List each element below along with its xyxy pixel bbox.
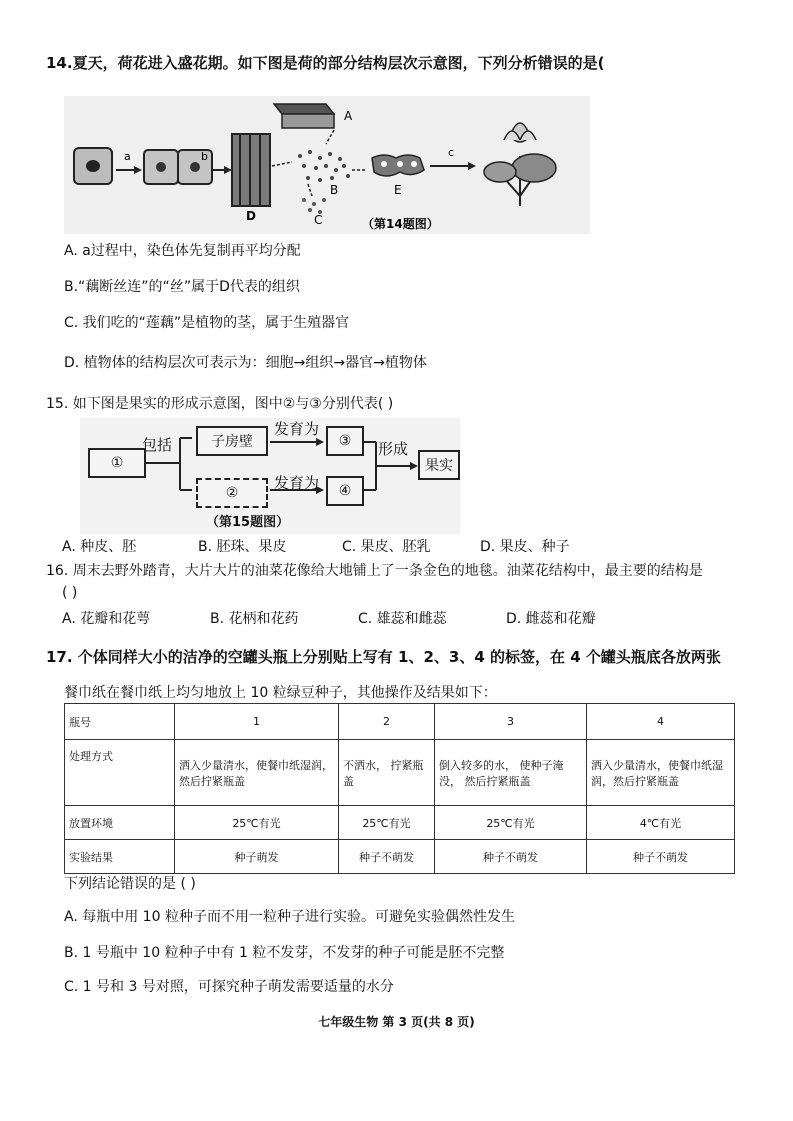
q16-paren: ( ) (62, 585, 78, 601)
fig15-box-2: ② (196, 478, 268, 508)
fig14-label-C: C (314, 213, 323, 227)
q16-option-d: D. 雌蕊和花瓣 (506, 611, 596, 627)
fig15-caption: （第15题图） (206, 515, 290, 530)
table-header-cell: 瓶号 (65, 704, 175, 740)
table-cell: 实验结果 (65, 840, 175, 874)
table-header-cell: 4 (587, 704, 735, 740)
table-row (65, 740, 735, 806)
tissue-a-icon (274, 104, 334, 128)
q17-stem-2: 餐巾纸在餐巾纸上均匀地放上 10 粒绿豆种子，其他操作及结果如下： (64, 685, 497, 701)
q16-option-c: C. 雄蕊和雌蕊 (358, 611, 447, 627)
table-cell: 处理方式 (65, 740, 175, 806)
fig15-label-xingcheng: 形成 (378, 440, 409, 458)
table-cell: 种子萌发 (175, 840, 339, 874)
fig14-caption: （第14题图） (362, 217, 439, 231)
q14-option-a: A. a过程中，染色体先复制再平均分配 (64, 243, 301, 259)
table-header-cell: 3 (435, 704, 587, 740)
q17-option-b: B. 1 号瓶中 10 粒种子中有 1 粒不发芽，不发芽的种子可能是胚不完整 (64, 945, 505, 961)
q16-stem: 16. 周末去野外踏青，大片大片的油菜花像给大地铺上了一条金色的地毯。油菜花结构中，最主要的结构是 (46, 563, 703, 579)
q17-option-c: C. 1 号和 3 号对照，可探究种子萌发需要适量的水分 (64, 979, 394, 995)
q15-figure (80, 418, 460, 534)
q15-option-d: D. 果皮、种子 (480, 539, 570, 555)
fig15-box-3: ③ (326, 426, 364, 456)
table-cell: 放置环境 (65, 806, 175, 840)
q15-stem: 15. 如下图是果实的形成示意图，图中②与③分别代表( ) (46, 396, 394, 412)
fig14-label-c: c (448, 146, 455, 159)
fig14-label-B: B (330, 183, 339, 197)
table-cell: 倒入较多的水， 使种子淹没， 然后拧紧瓶盖 (435, 740, 587, 806)
table-cell: 25℃有光 (175, 806, 339, 840)
fig15-label-fayuwei-1: 发育为 (274, 420, 320, 438)
q14-option-d: D. 植物体的结构层次可表示为：细胞→组织→器官→植物体 (64, 355, 427, 371)
fig15-box-guoshi: 果实 (418, 450, 460, 480)
table-row (65, 840, 735, 874)
q14-option-b: B.“藕断丝连”的“丝”属于D代表的组织 (64, 279, 300, 295)
fig15-box-4: ④ (326, 476, 364, 506)
table-cell: 4℃有光 (587, 806, 735, 840)
fig15-label-fayuwei-2: 发育为 (274, 474, 320, 492)
table-cell: 25℃有光 (339, 806, 435, 840)
table-cell: 种子不萌发 (339, 840, 435, 874)
fig14-label-A: A (344, 109, 353, 123)
page-footer: 七年级生物 第 3 页(共 8 页) (318, 1015, 475, 1029)
table-header-row (65, 704, 735, 740)
table-row (65, 806, 735, 840)
table-cell: 种子不萌发 (587, 840, 735, 874)
q17-stem-1: 17. 个体同样大小的洁净的空罐头瓶上分别贴上写有 1、2、3、4 的标签，在 4 个罐头瓶底各放两张 (46, 648, 721, 666)
q15-option-b: B. 胚珠、果皮 (198, 539, 287, 555)
fig14-label-b: b (201, 150, 208, 163)
q15-option-c: C. 果皮、胚乳 (342, 539, 431, 555)
fig14-label-E: E (394, 183, 402, 197)
table-cell: 洒入少量清水，使餐巾纸湿润，然后拧紧瓶盖 (587, 740, 735, 806)
q16-option-a: A. 花瓣和花萼 (62, 611, 151, 627)
q17-experiment-table (64, 703, 735, 874)
tissue-d-icon (232, 134, 270, 206)
q14-figure (64, 96, 590, 234)
q15-option-a: A. 种皮、胚 (62, 539, 137, 555)
fig15-box-zifangbi: 子房壁 (196, 426, 268, 456)
table-header-cell: 1 (175, 704, 339, 740)
fig15-box-1: ① (88, 448, 146, 478)
table-header-cell: 2 (339, 704, 435, 740)
q17-prompt: 下列结论错误的是 ( ) (64, 876, 196, 892)
fig15-label-baokuo: 包括 (142, 436, 173, 454)
q14-stem: 14.夏天，荷花进入盛花期。如下图是荷的部分结构层次示意图，下列分析错误的是( (46, 54, 605, 72)
table-cell: 25℃有光 (435, 806, 587, 840)
q16-option-b: B. 花柄和花药 (210, 611, 299, 627)
fig14-label-D: D (246, 209, 256, 223)
table-cell: 洒入少量清水，使餐巾纸湿润， 然后拧紧瓶盖 (175, 740, 339, 806)
organ-e-icon (372, 155, 424, 176)
q14-option-c: C. 我们吃的“莲藕”是植物的茎，属于生殖器官 (64, 315, 350, 331)
single-cell-icon (74, 148, 112, 184)
table-cell: 种子不萌发 (435, 840, 587, 874)
table-cell: 不洒水， 拧紧瓶盖 (339, 740, 435, 806)
q17-option-a: A. 每瓶中用 10 粒种子而不用一粒种子进行实验。可避免实验偶然性发生 (64, 909, 515, 925)
fig14-label-a: a (124, 150, 131, 163)
